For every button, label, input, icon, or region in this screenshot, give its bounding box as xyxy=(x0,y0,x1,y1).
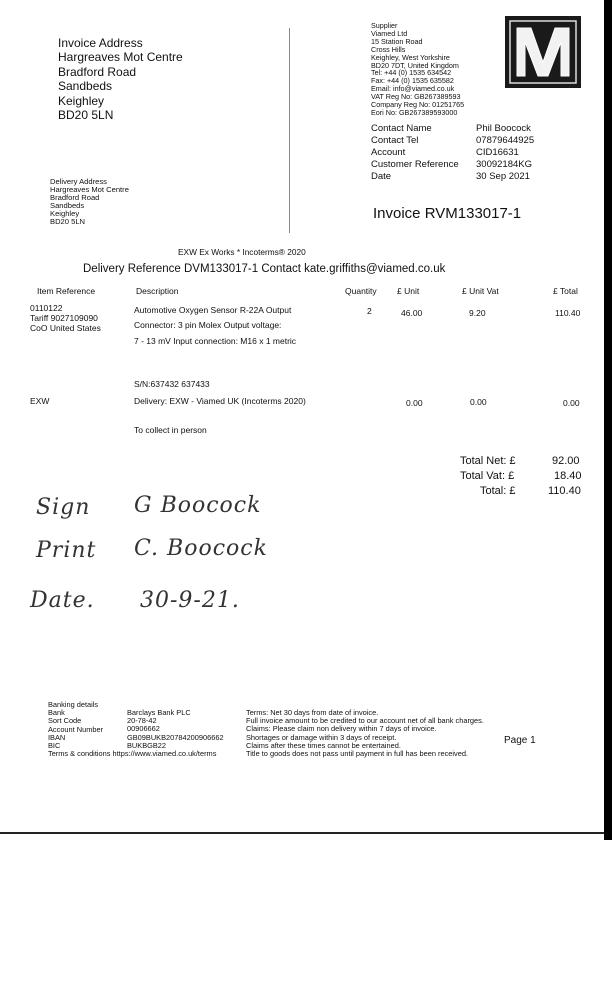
terms-line: Terms: Net 30 days from date of invoice. xyxy=(246,708,379,717)
invoice-address-line: BD20 5LN xyxy=(58,108,114,123)
collection-note: To collect in person xyxy=(134,425,207,435)
contact-value: 07879644925 xyxy=(476,135,535,146)
contact-row xyxy=(371,123,534,135)
handwritten-date: 30-9-21. xyxy=(140,588,240,613)
contact-value: 30 Sep 2021 xyxy=(476,171,530,182)
header-unit-vat: £ Unit Vat xyxy=(462,286,499,296)
handwritten-date-label: Date. xyxy=(30,588,95,613)
bank-label: IBAN xyxy=(48,732,66,742)
delivery-unit-vat: 0.00 xyxy=(470,397,487,407)
delivery-address-line: Sandbeds xyxy=(50,201,85,210)
invoice-address-line: Keighley xyxy=(58,93,105,108)
total-value: 110.40 xyxy=(548,485,581,497)
delivery-unit: 0.00 xyxy=(406,398,423,408)
bank-value: BUKBGB22 xyxy=(127,740,167,750)
bank-values xyxy=(127,709,224,750)
total-label: Total: £ xyxy=(480,485,516,497)
contact-value: Phil Boocock xyxy=(476,123,531,134)
divider-line xyxy=(289,28,290,233)
contact-label: Account xyxy=(371,147,406,158)
bank-label: Sort Code xyxy=(48,716,82,726)
supplier-details xyxy=(371,22,464,117)
item-unit-vat: 9.20 xyxy=(469,308,486,318)
supplier-line: BD20 7DT, United Kingdom xyxy=(371,60,459,70)
delivery-address-line: Keighley xyxy=(50,209,80,218)
handwritten-sign-label: Sign xyxy=(36,495,91,520)
contact-row xyxy=(371,171,534,183)
handwritten-signature: G Boocock xyxy=(134,493,262,518)
supplier-line: Supplier xyxy=(371,21,398,30)
contact-value: CID16631 xyxy=(476,147,519,158)
supplier-line: 15 Station Road xyxy=(371,36,423,46)
total-vat-value: 18.40 xyxy=(554,470,582,482)
supplier-line: Company Reg No: 01251765 xyxy=(371,100,465,110)
contact-value: 30092184KG xyxy=(476,159,532,170)
bank-value: GB09BUKB20784200906662 xyxy=(127,732,224,742)
contact-row xyxy=(371,135,534,147)
scan-edge-border xyxy=(604,0,612,840)
item-description: Connector: 3 pin Molex Output voltage: xyxy=(134,320,282,330)
total-net-value: 92.00 xyxy=(552,455,580,467)
item-tariff: Tariff 9027109090 xyxy=(30,313,98,323)
contact-label: Contact Name xyxy=(371,123,432,134)
payment-terms xyxy=(246,709,484,758)
bank-value: 20-78-42 xyxy=(127,716,157,726)
serial-numbers: S/N:637432 637433 xyxy=(134,379,210,389)
invoice-number: Invoice RVM133017-1 xyxy=(373,205,522,222)
header-item-reference: Item Reference xyxy=(37,286,96,296)
supplier-line: Viamed Ltd xyxy=(371,28,408,38)
supplier-line: Keighley, West Yorkshire xyxy=(371,52,450,62)
terms-line: Title to goods does not pass until payment in full has been received. xyxy=(246,749,468,759)
bank-value: 00906662 xyxy=(127,724,160,734)
contact-details xyxy=(371,123,534,183)
item-description: Automotive Oxygen Sensor R-22A Output xyxy=(134,305,292,315)
invoice-address xyxy=(58,36,183,122)
delivery-reference: Delivery Reference DVM133017-1 Contact kate.griffiths@viamed.co.uk xyxy=(83,263,446,275)
header-description: Description xyxy=(136,286,179,296)
page-number: Page 1 xyxy=(504,735,536,746)
bank-label: BIC xyxy=(48,741,61,751)
terms-link[interactable]: Terms & conditions https://www.viamed.co.uk/terms xyxy=(48,749,217,758)
delivery-description: Delivery: EXW - Viamed UK (Incoterms 2020) xyxy=(134,396,306,406)
bank-label: Bank xyxy=(48,708,65,718)
contact-label: Customer Reference xyxy=(371,159,459,170)
bank-value: Barclays Bank PLC xyxy=(127,708,191,717)
invoice-address-line: Bradford Road xyxy=(58,64,137,79)
delivery-code: EXW xyxy=(30,396,50,406)
bank-label: Banking details xyxy=(48,700,99,709)
total-net-label: Total Net: £ xyxy=(460,455,516,467)
incoterms-line: EXW Ex Works * Incoterms® 2020 xyxy=(178,247,306,257)
contact-row xyxy=(371,147,534,159)
terms-line: Shortages or damage within 3 days of receipt. xyxy=(246,732,397,742)
contact-label: Date xyxy=(371,171,392,182)
invoice-address-line: Hargreaves Mot Centre xyxy=(58,50,183,65)
item-quantity: 2 xyxy=(367,306,372,316)
item-description: 7 - 13 mV Input connection: M16 x 1 metric xyxy=(134,336,297,346)
handwritten-print-name: C. Boocock xyxy=(134,536,268,561)
delivery-address xyxy=(50,178,129,226)
terms-line: Full invoice amount to be credited to our account net of all bank charges. xyxy=(246,716,484,726)
header-total: £ Total xyxy=(553,286,578,296)
supplier-line: Email: info@viamed.co.uk xyxy=(371,84,455,94)
header-unit: £ Unit xyxy=(397,286,420,296)
contact-row xyxy=(371,159,534,171)
supplier-line: Eori No: GB267389593000 xyxy=(371,107,458,117)
scan-edge-line xyxy=(0,832,612,834)
invoice-address-title: Invoice Address xyxy=(58,36,143,50)
handwritten-print-label: Print xyxy=(36,538,97,563)
invoice-address-line: Sandbeds xyxy=(58,79,113,94)
item-unit: 46.00 xyxy=(401,308,423,318)
total-vat-label: Total Vat: £ xyxy=(460,470,515,482)
item-coo: CoO United States xyxy=(30,323,101,333)
delivery-address-title: Delivery Address xyxy=(50,177,107,186)
terms-line: Claims: Please claim non delivery within 7 days of invoice. xyxy=(246,724,437,734)
delivery-total: 0.00 xyxy=(563,398,580,408)
viamed-logo xyxy=(505,16,581,88)
delivery-address-line: Bradford Road xyxy=(50,193,100,202)
item-code: 0110122 xyxy=(30,303,63,313)
terms-line: Claims after these times cannot be entertained. xyxy=(246,740,401,750)
supplier-line: Tel: +44 (0) 1535 634542 xyxy=(371,68,452,78)
item-total: 110.40 xyxy=(555,308,581,318)
bank-labels xyxy=(48,701,103,750)
contact-label: Contact Tel xyxy=(371,135,419,146)
supplier-line: Fax: +44 (0) 1535 635582 xyxy=(371,76,454,86)
header-quantity: Quantity xyxy=(345,286,377,296)
delivery-address-line: Hargreaves Mot Centre xyxy=(50,185,129,194)
supplier-line: VAT Reg No: GB267389593 xyxy=(371,92,461,102)
delivery-address-line: BD20 5LN xyxy=(50,217,86,226)
supplier-line: Cross Hills xyxy=(371,44,406,54)
bank-label: Account Number xyxy=(48,724,104,734)
